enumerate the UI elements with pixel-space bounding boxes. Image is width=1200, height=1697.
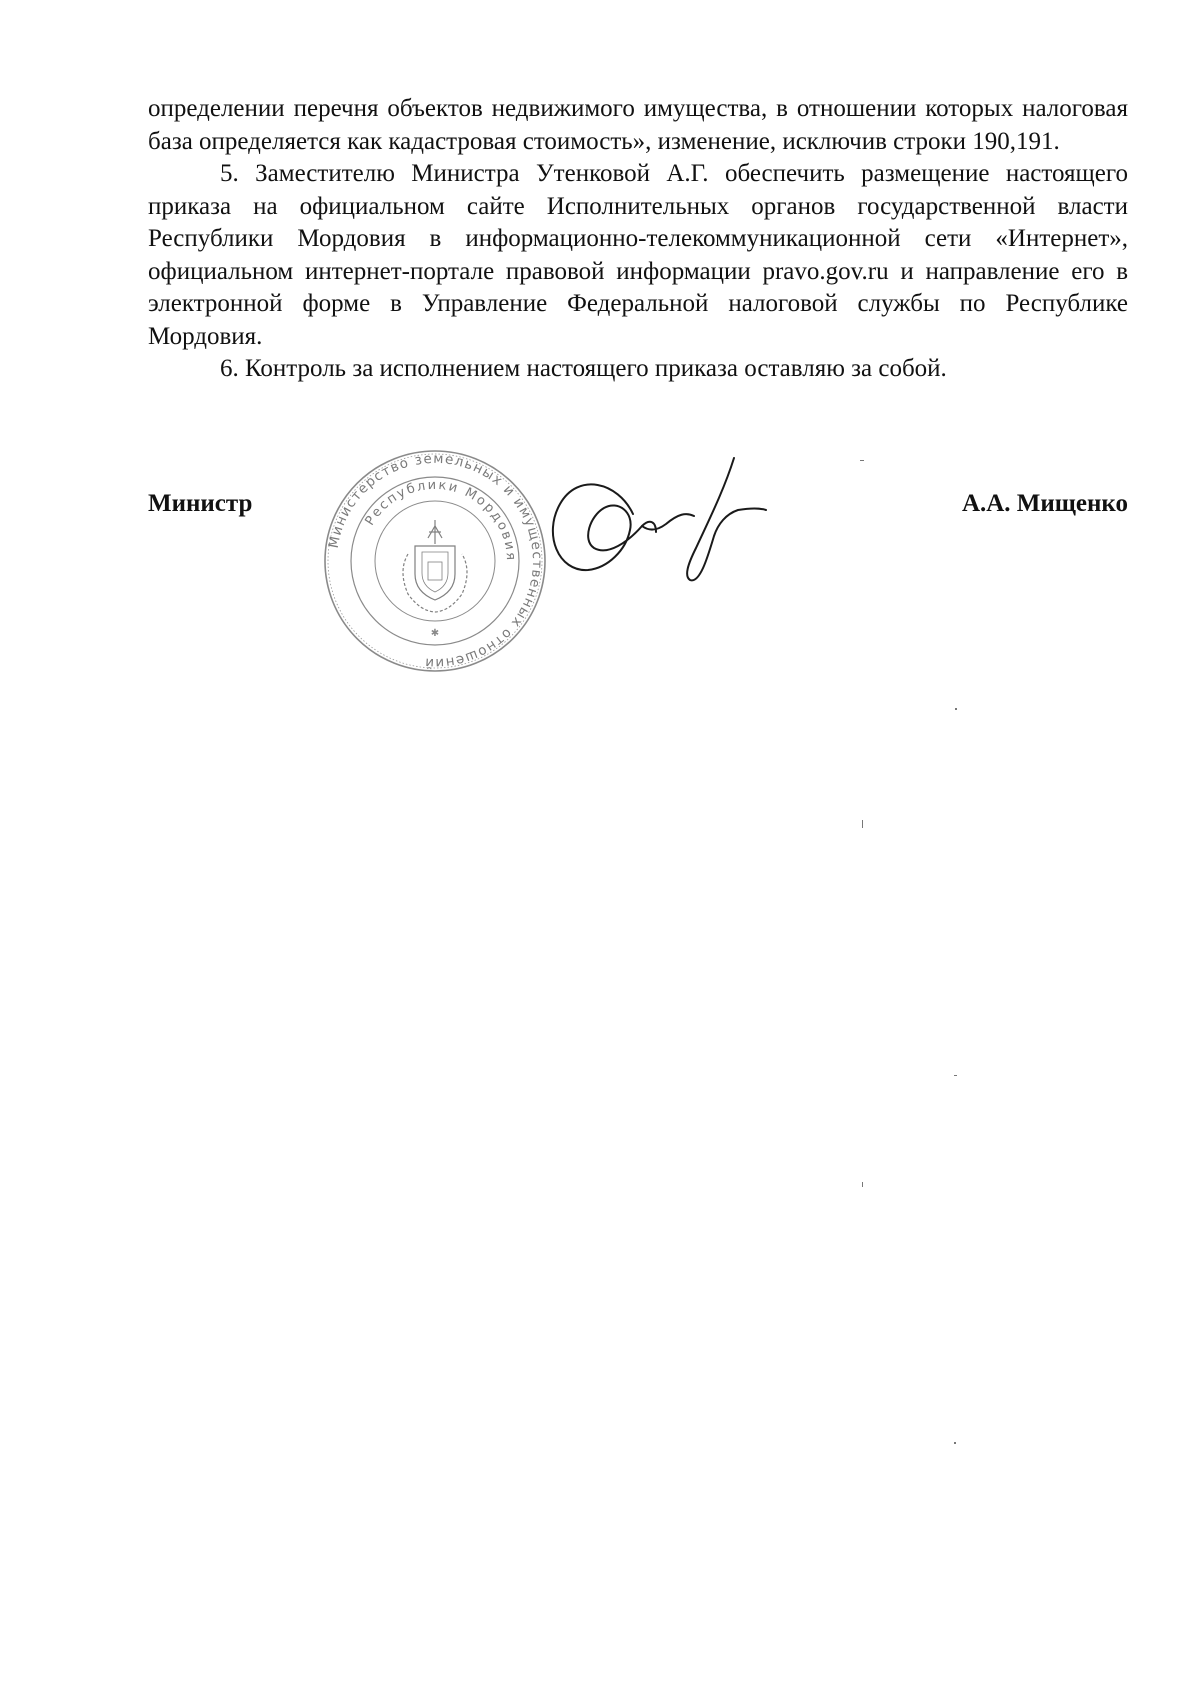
document-body bbox=[148, 93, 1128, 386]
seal-inner-text: Республики Мордовия bbox=[362, 477, 519, 563]
scan-speck bbox=[954, 1442, 956, 1444]
scan-speck bbox=[862, 1182, 863, 1187]
paragraph-continuation: определении перечня объектов недвижимого имущества, в отношении которых налоговая база определяется как кадастровая стоимость», изменение, исключив строки 190,191. bbox=[148, 95, 1128, 155]
seal-star-icon: ✱ bbox=[430, 628, 440, 639]
scan-speck bbox=[860, 460, 864, 461]
signatory-title: Министр bbox=[148, 490, 253, 517]
official-seal bbox=[320, 446, 550, 676]
scan-speck bbox=[954, 1075, 957, 1076]
paragraph-6: 6. Контроль за исполнением настоящего приказа оставляю за собой. bbox=[220, 355, 947, 382]
paragraph-5: 5. Заместителю Министра Утенковой А.Г. обеспечить размещение настоящего приказа на официальном сайте Исполнительных органов государственной власти Республики Мордовия в информационно-телекоммуникационной сети «Интернет», официальном интернет-портале правовой информации pravo.gov.ru и направление его в электронной форме в Управление Федеральной налоговой службы по Республике Мордовия. bbox=[148, 160, 1128, 350]
seal-outer-text: Министерство земельных и имущественных отношений bbox=[325, 450, 546, 672]
scan-speck bbox=[862, 820, 863, 828]
signature-block bbox=[148, 490, 1128, 530]
signatory-name: А.А. Мищенко bbox=[961, 490, 1128, 517]
coat-of-arms-icon bbox=[403, 520, 467, 612]
scan-speck bbox=[955, 708, 957, 710]
